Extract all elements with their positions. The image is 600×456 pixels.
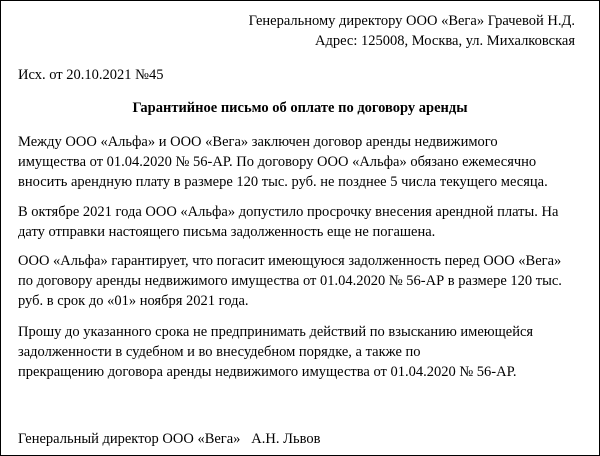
paragraph-line: Между ООО «Альфа» и ООО «Вега» заключен договор аренды недвижимого — [18, 134, 498, 150]
paragraph-delay — [18, 202, 588, 242]
letter-title: Гарантийное письмо об оплате по договору аренды — [132, 100, 468, 116]
addressee-block — [249, 11, 575, 51]
addressee-recipient: Генеральному директору ООО «Вега» Грачевой Н.Д. — [248, 13, 575, 29]
paragraph-line: В октябре 2021 года ООО «Альфа» допустило просрочку внесения арендной платы. На — [18, 204, 559, 220]
paragraph-request — [18, 322, 588, 382]
paragraph-line: задолженности в судебном и во внесудебном порядке, а также по — [18, 344, 421, 360]
paragraph-line: ООО «Альфа» гарантирует, что погасит имеющуюся задолженность перед ООО «Вега» — [18, 253, 562, 269]
addressee-address: Адрес: 125008, Москва, ул. Михалковская — [315, 33, 575, 49]
signature-line: Генеральный директор ООО «Вега» А.Н. Львов — [18, 431, 321, 447]
paragraph-line: имущества от 01.04.2020 № 56-АР. По договору ООО «Альфа» обязано ежемесячно — [18, 154, 537, 170]
paragraph-line: дату отправки настоящего письма задолженность еще не погашена. — [18, 224, 436, 240]
paragraph-line: вносить арендную плату в размере 120 тыс. руб. не позднее 5 числа текущего месяца. — [18, 174, 548, 190]
paragraph-line: по договору аренды недвижимого имущества от 01.04.2020 № 56-АР в размере 120 тыс. — [18, 273, 562, 289]
paragraph-contract — [18, 132, 588, 192]
outgoing-reference: Исх. от 20.10.2021 №45 — [18, 67, 164, 83]
paragraph-guarantee — [18, 251, 588, 311]
paragraph-line: прекращению договора аренды недвижимого имущества от 01.04.2020 № 56-АР. — [18, 364, 517, 380]
paragraph-line: Прошу до указанного срока не предпринимать действий по взысканию имеющейся — [18, 324, 534, 340]
paragraph-line: руб. в срок до «01» ноября 2021 года. — [18, 293, 249, 309]
